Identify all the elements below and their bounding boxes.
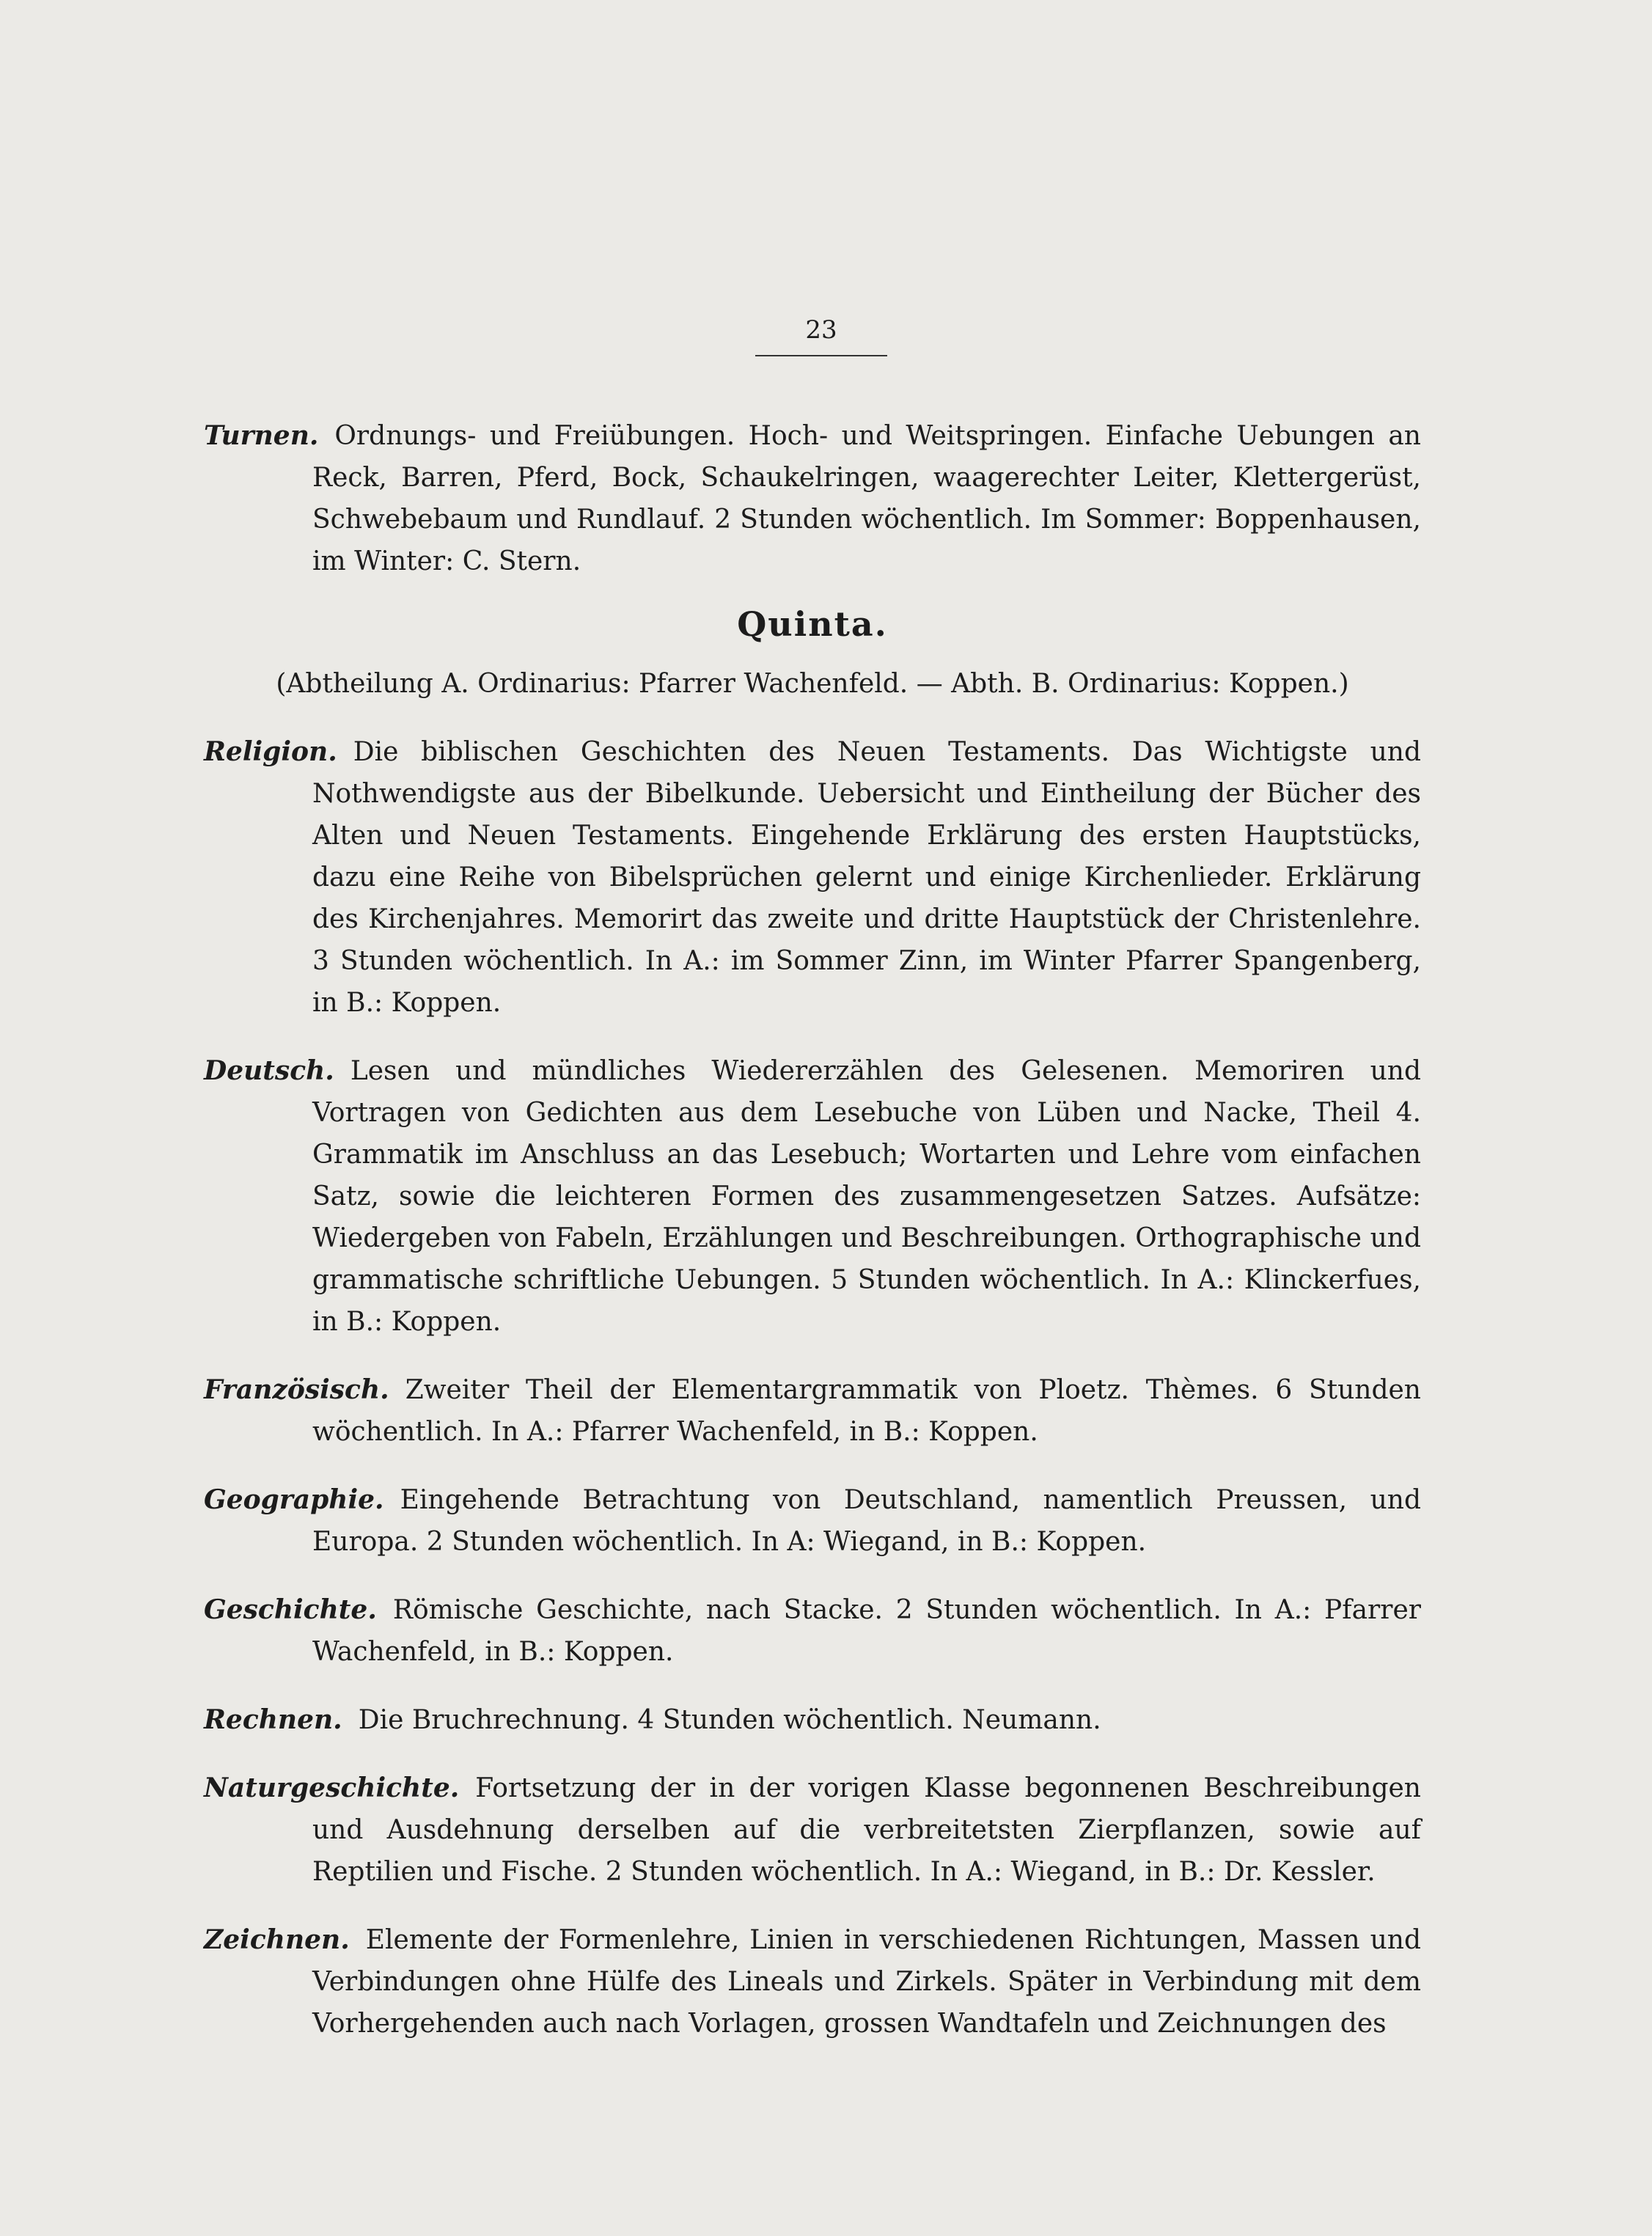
- entry-text: Lesen und mündliches Wiedererzählen des Gelesenen. Memoriren und Vortragen von Gedichten aus dem Lesebuche von Lüben und Nacke, Theil 4. Grammatik im Anschluss an das Lesebuch; Wortarten und Lehre vom einfachen Satz, sowie die leichteren Formen des zusammengesetzen Satzes. Aufsätze: Wiedergeben von Fabeln, Erzählungen und Beschreibungen. Orthographische und grammatische schriftliche Uebungen. 5 Stunden wöchentlich. In A.: Klinckerfues, in B.: Koppen.: [312, 1056, 1421, 1337]
- entry-naturgeschichte: [204, 1767, 1421, 1893]
- entry-text: Eingehende Betrachtung von Deutschland, namentlich Preussen, und Europa. 2 Stunden wöchentlich. In A: Wiegand, in B.: Koppen.: [312, 1485, 1421, 1557]
- page-content: [204, 389, 1421, 2048]
- page-number: 23: [755, 315, 887, 356]
- entry-rechnen: [204, 1699, 1421, 1741]
- entry-geschichte: [204, 1589, 1421, 1673]
- entry-text: Römische Geschichte, nach Stacke. 2 Stunden wöchentlich. In A.: Pfarrer Wachenfeld, in B.: Koppen.: [312, 1595, 1421, 1667]
- entry-deutsch: [204, 1050, 1421, 1343]
- entry-text: Fortsetzung der in der vorigen Klasse begonnenen Beschreibungen und Ausdehnung derselben auf die verbreitetsten Zierpflanzen, sowie auf Reptilien und Fische. 2 Stunden wöchentlich. In A.: Wiegand, in B.: Dr. Kessler.: [312, 1773, 1421, 1887]
- entry-zeichnen: [204, 1919, 1421, 2045]
- entry-turnen: [204, 415, 1421, 582]
- entry-heading: Turnen.: [204, 420, 319, 451]
- entry-heading: Geographie.: [204, 1484, 384, 1515]
- section-title: Quinta.: [737, 604, 888, 644]
- entry-heading: Naturgeschichte.: [204, 1773, 460, 1803]
- entry-text: Zweiter Theil der Elementargrammatik von Ploetz. Thèmes. 6 Stunden wöchentlich. In A.: Pfarrer Wachenfeld, in B.: Koppen.: [312, 1375, 1421, 1447]
- entry-text: Ordnungs- und Freiübungen. Hoch- und Weitspringen. Einfache Uebungen an Reck, Barren, Pferd, Bock, Schaukelringen, waagerechter Leiter, Klettergerüst, Schwebebaum und Rundlauf. 2 Stunden wöchentlich. Im Sommer: Boppenhausen, im Winter: C. Stern.: [312, 421, 1421, 576]
- entry-heading: Französisch.: [204, 1374, 389, 1405]
- entry-franzoesisch: [204, 1369, 1421, 1453]
- entry-heading: Deutsch.: [204, 1055, 334, 1086]
- entry-heading: Geschichte.: [204, 1594, 377, 1625]
- entry-heading: Religion.: [204, 736, 337, 767]
- entry-geographie: [204, 1479, 1421, 1563]
- entry-religion: [204, 731, 1421, 1024]
- entry-heading: Rechnen.: [204, 1704, 342, 1735]
- section-subtitle: (Abtheilung A. Ordinarius: Pfarrer Wachenfeld. — Abth. B. Ordinarius: Koppen.): [276, 669, 1349, 699]
- entry-heading: Zeichnen.: [204, 1924, 350, 1955]
- entry-text: Elemente der Formenlehre, Linien in verschiedenen Richtungen, Massen und Verbindungen ohne Hülfe des Lineals und Zirkels. Später in Verbindung mit dem Vorhergehenden auch nach Vorlagen, grossen Wandtafeln und Zeichnungen des: [312, 1925, 1421, 2039]
- entry-text: Die biblischen Geschichten des Neuen Testaments. Das Wichtigste und Nothwendigste aus der Bibelkunde. Uebersicht und Eintheilung der Bücher des Alten und Neuen Testaments. Eingehende Erklärung des ersten Hauptstücks, dazu eine Reihe von Bibelsprüchen gelernt und einige Kirchenlieder. Erklärung des Kirchenjahres. Memorirt das zweite und dritte Hauptstück der Christenlehre. 3 Stunden wöchentlich. In A.: im Sommer Zinn, im Winter Pfarrer Spangenberg, in B.: Koppen.: [312, 737, 1421, 1018]
- entry-text: Die Bruchrechnung. 4 Stunden wöchentlich. Neumann.: [358, 1705, 1101, 1735]
